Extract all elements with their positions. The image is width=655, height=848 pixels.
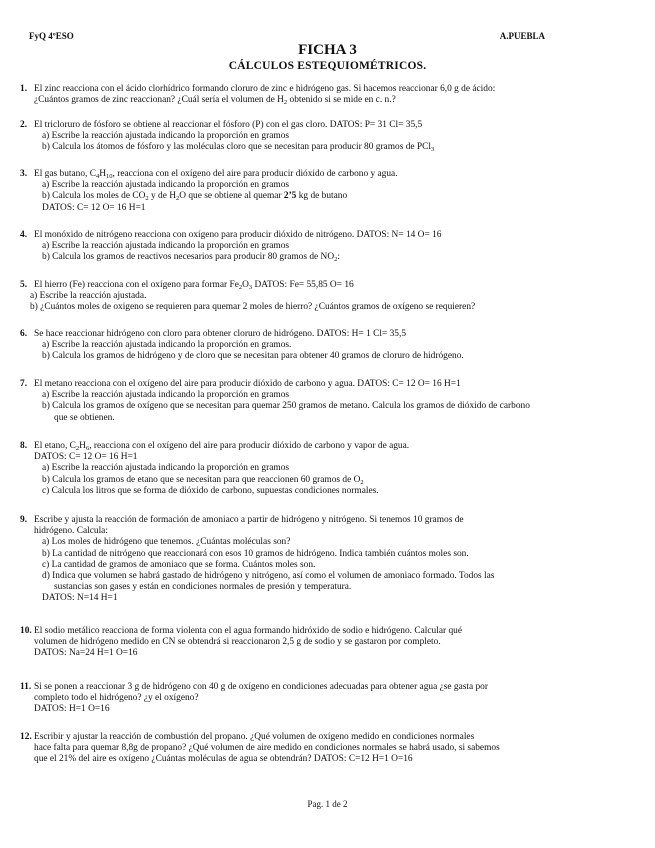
- page-number: Pag. 1 de 2: [307, 799, 348, 809]
- question-6: 6. Se hace reaccionar hidrógeno con cloro para obtener cloruro de hidrógeno. DATOS: H= 1 Cl= 35,5 a) Escribe la reacción ajustada indicando la proporción en gramos. b) Calcula los gramos de hidrógeno y de cloro que se necesitan para obtener 40 gramos de cloruro de hidrógeno.: [20, 329, 464, 362]
- header-author: A.PUEBLA: [499, 31, 545, 41]
- page-title: FICHA 3: [298, 42, 357, 58]
- question-4: 4. El monóxido de nitrógeno reacciona con oxígeno para producir dióxido de nitrógeno. DATOS: N= 14 O= 16 a) Escribe la reacción ajustada indicando la proporción en gramos b) Calcula los gramos de reactivos necesarios para producir 80 gramos de $NO_2$:: [20, 230, 442, 264]
- page-subtitle: CÁLCULOS ESTEQUIOMÉTRICOS.: [228, 60, 427, 72]
- question-number: 12.: [20, 732, 32, 742]
- question-12: 12. Escribir y ajustar la reacción de combustión del propano. ¿Qué volumen de oxígeno medido en condiciones normales hace falta para quemar 8,8g de propano? ¿Qué volumen de aire medido en condiciones normales se habrá usado, si sabemos que el 21% del aire es oxígeno ¿Cuántas moléculas de agua se obtendrán? DATOS: C=12 H=1 O=16: [20, 732, 500, 765]
- question-number: 1.: [20, 84, 28, 94]
- question-number: 7.: [20, 379, 28, 389]
- question-number: 2.: [20, 120, 28, 130]
- question-number: 3.: [20, 169, 28, 179]
- question-number: 8.: [20, 441, 28, 451]
- question-number: 9.: [20, 515, 28, 525]
- question-number: 4.: [20, 230, 28, 240]
- header-course: FyQ 4ºESO: [29, 31, 74, 41]
- question-2: 2. El tricloruro de fósforo se obtiene al reaccionar el fósforo (P) con el gas cloro. DATOS: P= 31 Cl= 35,5 a) Escribe la reacción ajustada indicando la proporción en gramos b) Calcula los átomos de fósforo y las moléculas cloro que se necesitan para producir 80 gramos de PCl$_3$: [20, 120, 435, 154]
- question-1: 1. El zinc reacciona con el ácido clorhídrico formando cloruro de zinc e hidrógeno gas. Si hacemos reaccionar 6,0 g de ácido: ¿Cuántos gramos de zinc reaccionan? ¿Cuál sería el volumen de $H_2$ obtenido si se mide en c. n.?: [20, 84, 496, 107]
- question-7: 7. El metano reacciona con el oxígeno del aire para producir dióxido de carbono y agua. DATOS: C= 12 O= 16 H=1 a) Escribe la reacción ajustada indicando la proporción en gramos b) Calcula los gramos de oxígeno que se necesitan para quemar 250 gramos de metano. Calcula los gramos de dióxido de carbono que se obtienen.: [20, 379, 530, 423]
- question-8: 8. El etano, $C_2H_6$, reacciona con el oxígeno del aire para producir dióxido de carbono y vapor de agua. DATOS: C= 12 O= 16 H=1 a) Escribe la reacción ajustada indicando la proporción en gramos b) Calcula los gramos de etano que se necesitan para que reaccionen 60 gramos de $O_2$ c) Calcula los litros que se forma de dióxido de carbono, supuestas condiciones normales.: [20, 441, 410, 496]
- question-9: 9. Escribe y ajusta la reacción de formación de amoniaco a partir de hidrógeno y nitrógeno. Si tenemos 10 gramos de hidrógeno. Calcula: a) Los moles de hidrógeno que tenemos. ¿Cuántas moléculas son? b) La cantidad de nitrógeno que reaccionará con esos 10 gramos de hidrógeno. Indica también cuántos moles son. c) La cantidad de gramos de amoniaco que se forma. Cuántos moles son. d) Indica que volumen se habrá gastado de hidrógeno y nitrógeno, así como el volumen de amoniaco formado. Todos las sustancias son gases y están en condiciones normales de presión y temperatura. DATOS: N=14 H=1: [20, 515, 495, 604]
- question-11: 11. Si se ponen a reaccionar 3 g de hidrógeno con 40 g de oxígeno en condiciones adecuadas para obtener agua ¿se gasta por completo todo el hidrógeno? ¿y el oxígeno? DATOS: H=1 O=16: [20, 682, 488, 715]
- question-number: 10.: [20, 626, 32, 636]
- question-number: 5.: [20, 280, 28, 290]
- question-number: 11.: [20, 682, 32, 692]
- question-10: 10. El sodio metálico reacciona de forma violenta con el agua formando hidróxido de sodio e hidrógeno. Calcular qué volumen de hidrógeno medido en CN se obtendrá si reaccionaron 2,5 g de sodio y se gastaron por completo. DATOS: Na=24 H=1 O=16: [20, 626, 462, 659]
- question-number: 6.: [20, 329, 28, 339]
- question-3: 3. El gas butano, $C_4H_{10}$, reacciona con el oxígeno del aire para producir dióxido de carbono y agua. a) Escribe la reacción ajustada indicando la proporción en gramos b) Calcula los moles de $CO_2$ y de $H_2O$ que se obtiene al quemar 2’5 kg de butano DATOS: C= 12 O= 16 H=1: [20, 169, 398, 213]
- question-5: 5. El hierro (Fe) reacciona con el oxígeno para formar $Fe_2O_3$ DATOS: Fe= 55,85 O= 16 a) Escribe la reacción ajustada. b) ¿Cuántos moles de oxigeno se requieren para quemar 2 moles de hierro? ¿Cuántos gramos de oxígeno se requieren?: [20, 280, 476, 313]
